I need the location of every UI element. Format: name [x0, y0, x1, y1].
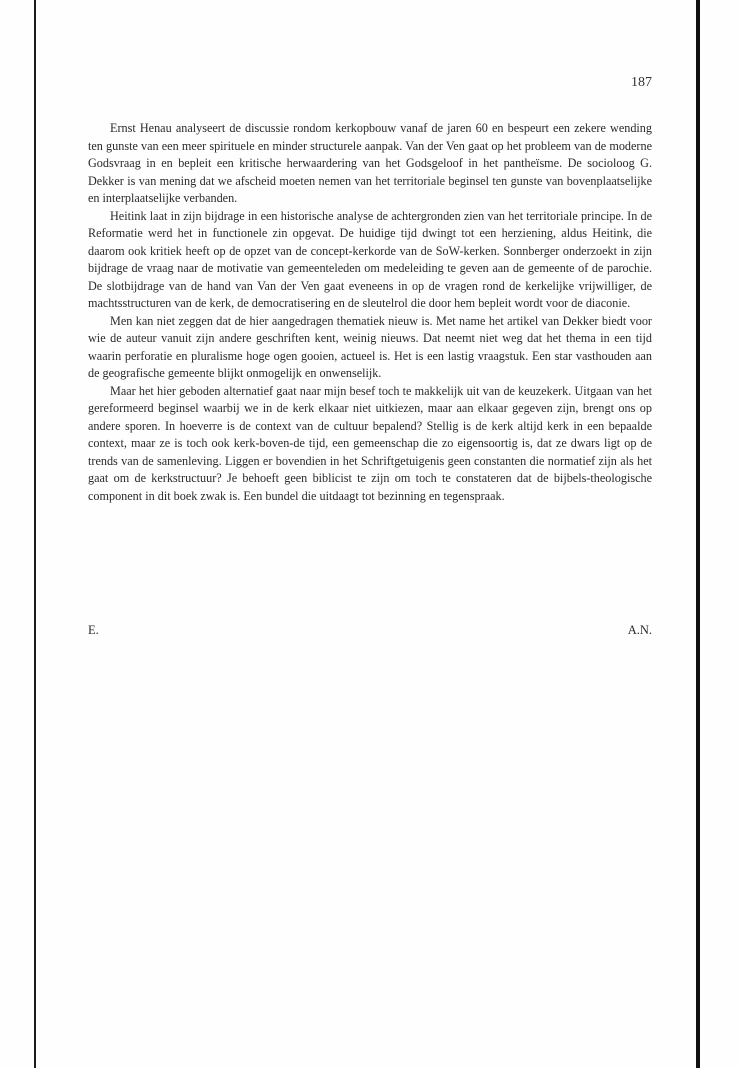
- signature-right: A.N.: [627, 623, 652, 637]
- scan-edge-left: [34, 0, 36, 1068]
- paragraph: Men kan niet zeggen dat de hier aangedragen thematiek nieuw is. Met name het artikel van Dekker biedt voor wie de auteur vanuit zijn andere geschriften kent, weinig nieuws. Dat neemt niet weg dat het thema in een tijd waarin perforatie en pluralisme hoge ogen gooien, actueel is. Het is een lastig vraagstuk. Een star vasthouden aan de geografische gemeente blijkt onmogelijk en onwenselijk.: [88, 313, 652, 380]
- signature-left: E.: [88, 623, 99, 637]
- review-text: [88, 120, 652, 505]
- signature-row: [88, 621, 652, 639]
- paragraph: Ernst Henau analyseert de discussie rondom kerkopbouw vanaf de jaren 60 en bespeurt een zekere wending ten gunste van een meer spirituele en minder structurele aanpak. Van der Ven gaat op het probleem van de moderne Godsvraag in en bepleit een kritische herwaardering van het Godsgeloof in het pantheïsme. De socioloog G. Dekker is van mening dat we afscheid moeten nemen van het territoriale beginsel ten gunste van bovenplaatselijke en interplaatselijke verbanden.: [88, 121, 652, 205]
- page-number: 187: [631, 75, 652, 90]
- paragraph: Maar het hier geboden alternatief gaat naar mijn besef toch te makkelijk uit van de keuzekerk. Uitgaan van het gereformeerd beginsel waarbij we in de kerk elkaar niet uitkiezen, maar aan elkaar gegeven zijn, brengt ons op andere sporen. In hoeverre is de context van de cultuur bepalend? Stellig is de kerk altijd kerk in een bepaalde context, maar ze is toch ook kerk-boven-de tijd, een gemeenschap die zo eigensoortig is, dat ze dwars ligt op de trends van de samenleving. Liggen er bovendien in het Schriftgetuigenis geen constanten die normatief zijn als het gaat om de kerkstructuur? Je behoeft geen biblicist te zijn om toch te constateren dat de bijbels-theologische component in dit boek zwak is. Een bundel die uitdaagt tot bezinning en tegenspraak.: [88, 383, 652, 503]
- scan-edge-right: [696, 0, 700, 1068]
- paragraph: Heitink laat in zijn bijdrage in een historische analyse de achtergronden zien van het territoriale principe. In de Reformatie werd het in functionele zin opgevat. De huidige tijd dwingt tot een herziening, aldus Heitink, die daarom ook kritiek heeft op de opzet van de concept-kerkorde van de SoW-kerken. Sonnberger onderzoekt in zijn bijdrage de vraag naar de motivatie van gemeenteleden om medeleiding te geven aan de gemeente of de parochie. De slotbijdrage van de hand van Van der Ven gaat eveneens in op de vragen rond de kerkelijke vrijwilliger, de machtsstructuren van de kerk, de democratisering en de sleutelrol die door hem bepleit wordt voor de diaconie.: [88, 208, 652, 310]
